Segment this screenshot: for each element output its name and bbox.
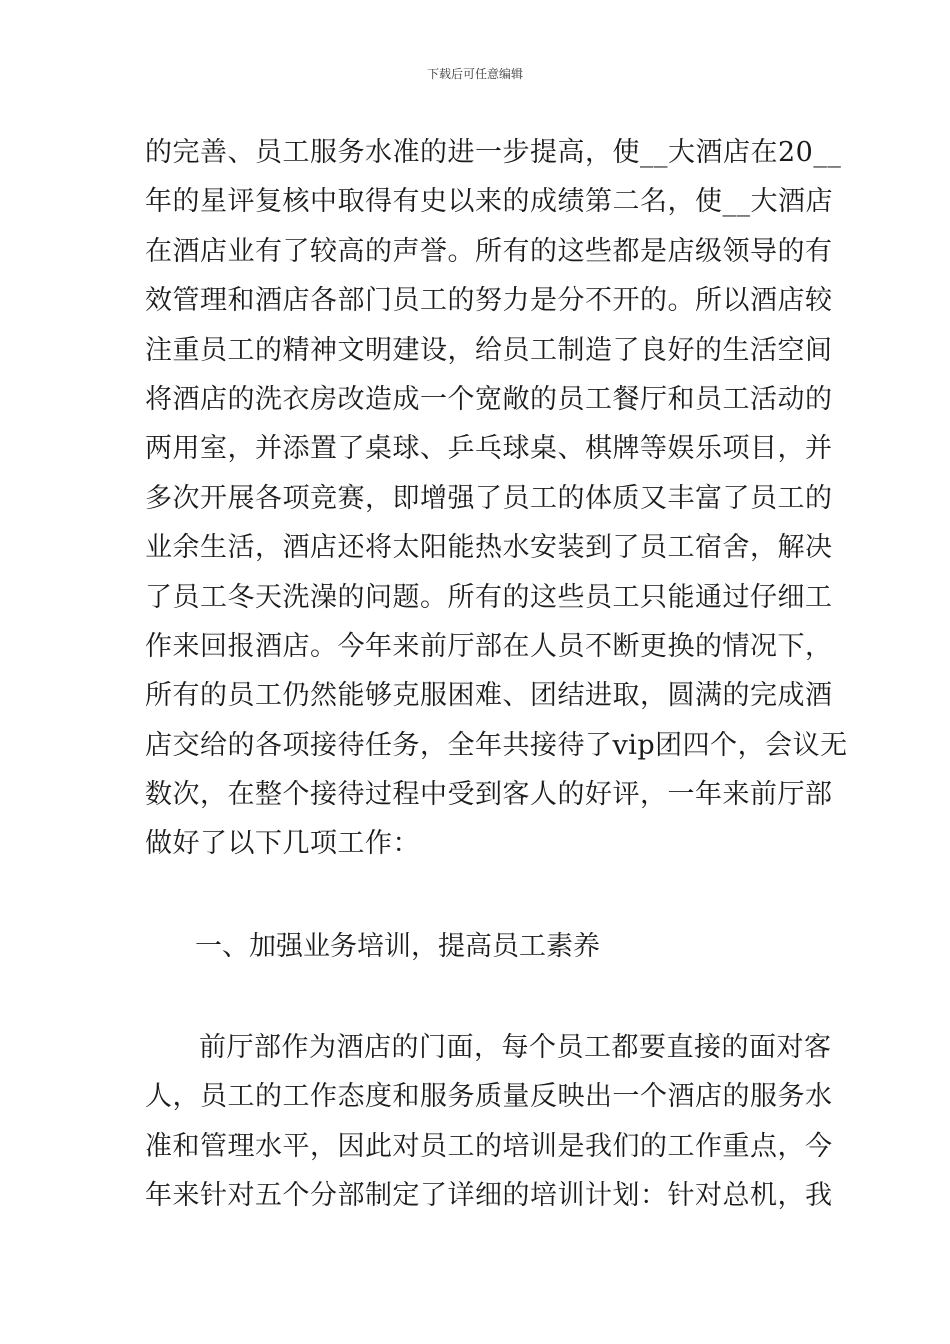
- text-line: 的完善、员工服务水准的进一步提高，使__大酒店在20__: [145, 137, 842, 168]
- text-line: 准和管理水平，因此对员工的培训是我们的工作重点，今: [145, 1130, 833, 1162]
- text-line: 在酒店业有了较高的声誉。所有的这些都是店级领导的有: [145, 235, 833, 267]
- paragraph-2: [145, 1023, 833, 1221]
- text-line: 注重员工的精神文明建设，给员工制造了良好的生活空间: [145, 334, 833, 366]
- text-line: 店交给的各项接待任务，全年共接待了vip团四个，会议无: [145, 729, 848, 761]
- section-heading: 一、加强业务培训，提高员工素养: [195, 931, 600, 962]
- text-line: 了员工冬天洗澡的问题。所有的这些员工只能通过仔细工: [145, 581, 833, 613]
- text-line: 人，员工的工作态度和服务质量反映出一个酒店的服务水: [145, 1081, 833, 1113]
- text-line: 做好了以下几项工作：: [145, 828, 420, 860]
- text-line: 所有的员工仍然能够克服困难、团结进取，圆满的完成酒: [145, 680, 833, 712]
- text-line: 年来针对五个分部制定了详细的培训计划：针对总机，我: [145, 1180, 833, 1212]
- text-line: 作来回报酒店。今年来前厅部在人员不断更换的情况下，: [145, 630, 833, 662]
- text-line: 两用室，并添置了桌球、乒乓球桌、棋牌等娱乐项目，并: [145, 433, 833, 465]
- text-line: 多次开展各项竞赛，即增强了员工的体质又丰富了员工的: [145, 482, 833, 514]
- text-line: 将酒店的洗衣房改造成一个宽敞的员工餐厅和员工活动的: [145, 383, 833, 415]
- text-line: 前厅部作为酒店的门面，每个员工都要直接的面对客: [199, 1032, 832, 1063]
- page-header: 下载后可任意编辑: [426, 67, 523, 81]
- text-line: 数次，在整个接待过程中受到客人的好评，一年来前厅部: [145, 779, 833, 811]
- text-line: 年的星评复核中取得有史以来的成绩第二名，使__大酒店: [145, 186, 833, 218]
- paragraph-1: [145, 128, 848, 869]
- text-line: 效管理和酒店各部门员工的努力是分不开的。所以酒店较: [145, 285, 833, 317]
- text-line: 业余生活，酒店还将太阳能热水安装到了员工宿舍，解决: [145, 532, 833, 564]
